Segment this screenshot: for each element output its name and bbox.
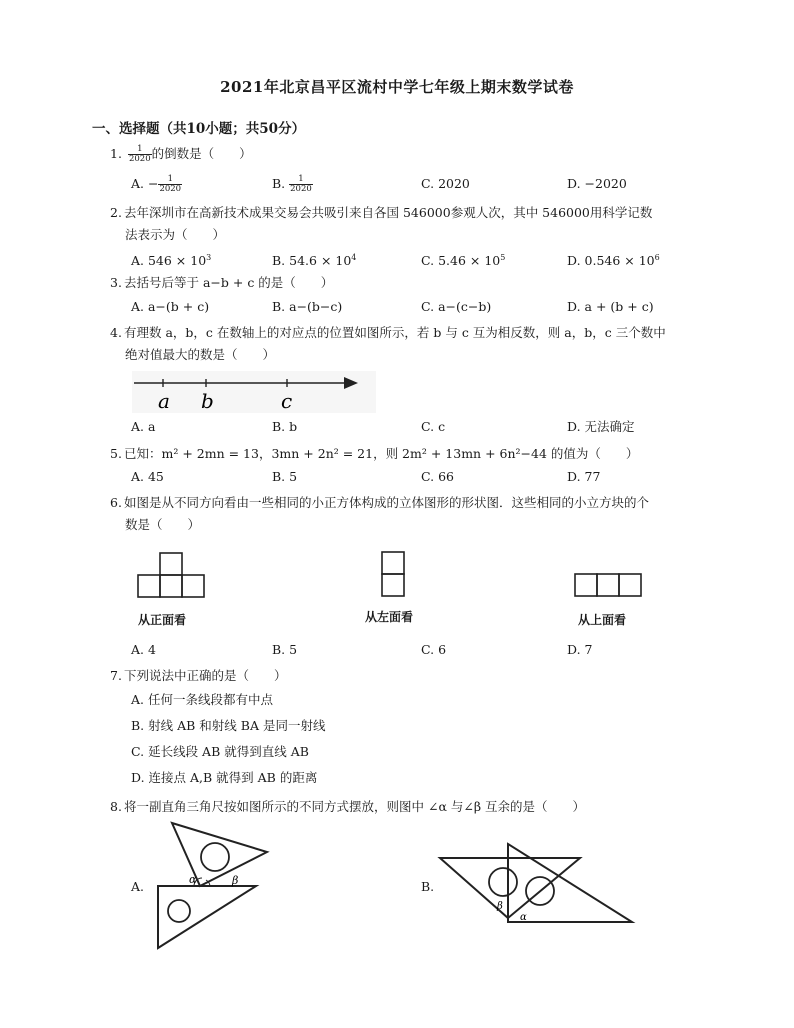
label-c: c (281, 389, 293, 413)
label-a: a (158, 389, 170, 413)
q3-option-b: B. a−(b−c) (272, 299, 343, 314)
question-4-line2: 绝对值最大的数是（ ） (125, 347, 276, 362)
question-3: 3. 去括号后等于 a−b + c 的是（ ） (110, 275, 334, 290)
top-view-figure (573, 572, 645, 600)
q3-option-a: A. a−(b + c) (131, 299, 210, 314)
q8-option-a-label: A. (131, 879, 145, 894)
front-view-label: 从正面看 (138, 613, 187, 627)
q3-option-c: C. a−(c−b) (421, 299, 492, 314)
q1-option-c: C. 2020 (421, 176, 470, 191)
number-line-figure (130, 367, 380, 417)
q7-option-d: D. 连接点 A,B 就得到 AB 的距离 (131, 770, 318, 785)
question-7: 7. 下列说法中正确的是（ ） (110, 668, 287, 683)
question-number: 1. (110, 146, 122, 161)
q1-option-d: D. −2020 (567, 176, 627, 191)
question-6: 6. 如图是从不同方向看由一些相同的小正方体构成的立体图形的形状图．这些相同的小立方块的个 (110, 495, 650, 510)
question-text: 如图是从不同方向看由一些相同的小正方体构成的立体图形的形状图．这些相同的小立方块的个 (124, 495, 650, 510)
beta-label: β (497, 901, 503, 912)
front-view-figure (136, 551, 226, 601)
question-8: 8. 将一副直角三角尺按如图所示的不同方式摆放，则图中 ∠α 与∠β 互余的是（ ） (110, 799, 586, 814)
q8-option-b-label: B. (421, 879, 435, 894)
q7-option-a: A. 任何一条线段都有中点 (131, 692, 273, 707)
q8-figure-b (436, 840, 636, 930)
section-heading: 一、选择题（共10小题；共50分） (92, 121, 306, 137)
q2-option-c: C. $5.46 \times 10^5$ (421, 253, 506, 269)
question-text: 的倒数是（ ） (151, 146, 252, 161)
q8-figure-a (150, 820, 275, 950)
question-2-line2: 法表示为（ ） (125, 227, 226, 242)
q7-option-b: B. 射线 AB 和射线 BA 是同一射线 (131, 718, 326, 733)
question-text: 将一副直角三角尺按如图所示的不同方式摆放，则图中 ∠α 与∠β 互余的是（ ） (124, 799, 586, 814)
q5-option-a: A. 45 (131, 469, 164, 484)
q7-option-c: C. 延长线段 AB 就得到直线 AB (131, 744, 309, 759)
alpha-label: α (189, 873, 197, 886)
question-1 (110, 144, 252, 164)
fraction: $\frac{1}{2020}$ (128, 144, 151, 164)
beta-label: β (232, 874, 239, 887)
q6-option-c: C. 6 (421, 642, 447, 657)
q1-option-a: A. − $\frac{1}{2020}$ (131, 174, 182, 194)
question-text: 下列说法中正确的是（ ） (124, 668, 287, 683)
q2-option-b: B. $54.6 \times 10^4$ (272, 253, 357, 269)
q5-option-b: B. 5 (272, 469, 298, 484)
question-text: 去年深圳市在高新技术成果交易会共吸引来自各国 546000参观人次，其中 546000用科学记数 (124, 205, 653, 220)
label-b: b (201, 389, 214, 413)
q2-option-a: A. $546 \times 10^3$ (131, 253, 212, 269)
question-text: 去括号后等于 a−b + c 的是（ ） (124, 275, 334, 290)
exam-title: 2021年北京昌平区流村中学七年级上期末数学试卷 (220, 78, 574, 96)
q5-option-c: C. 66 (421, 469, 454, 484)
q4-option-d: D. 无法确定 (567, 419, 635, 434)
question-2: 2. 去年深圳市在高新技术成果交易会共吸引来自各国 546000参观人次，其中 546000用科学记数 (110, 205, 653, 220)
q6-option-b: B. 5 (272, 642, 298, 657)
q3-option-d: D. a + (b + c) (567, 299, 654, 314)
q6-option-a: A. 4 (131, 642, 156, 657)
q4-option-c: C. c (421, 419, 446, 434)
top-view-label: 从上面看 (578, 613, 627, 627)
q1-option-b: B. $\frac{1}{2020}$ (272, 174, 312, 194)
question-4: 4. 有理数 a，b，c 在数轴上的对应点的位置如图所示，若 b 与 c 互为相反数，则 a，b，c 三个数中 (110, 325, 666, 340)
q4-option-a: A. a (131, 419, 156, 434)
q6-option-d: D. 7 (567, 642, 593, 657)
q4-option-b: B. b (272, 419, 298, 434)
left-view-label: 从左面看 (365, 610, 414, 624)
q2-option-d: D. $0.546 \times 10^6$ (567, 253, 660, 269)
q5-option-d: D. 77 (567, 469, 601, 484)
left-view-figure (380, 550, 410, 598)
question-6-line2: 数是（ ） (125, 517, 201, 532)
alpha-label: α (520, 912, 527, 923)
question-text: 已知：m² + 2mn = 13，3mn + 2n² = 21，则 2m² + 13mn + 6n²−44 的值为（ ） (124, 446, 639, 461)
question-text: 有理数 a，b，c 在数轴上的对应点的位置如图所示，若 b 与 c 互为相反数，则 a，b，c 三个数中 (124, 325, 666, 340)
question-5: 5. 已知：m² + 2mn = 13，3mn + 2n² = 21，则 2m² + 13mn + 6n²−44 的值为（ ） (110, 446, 639, 461)
